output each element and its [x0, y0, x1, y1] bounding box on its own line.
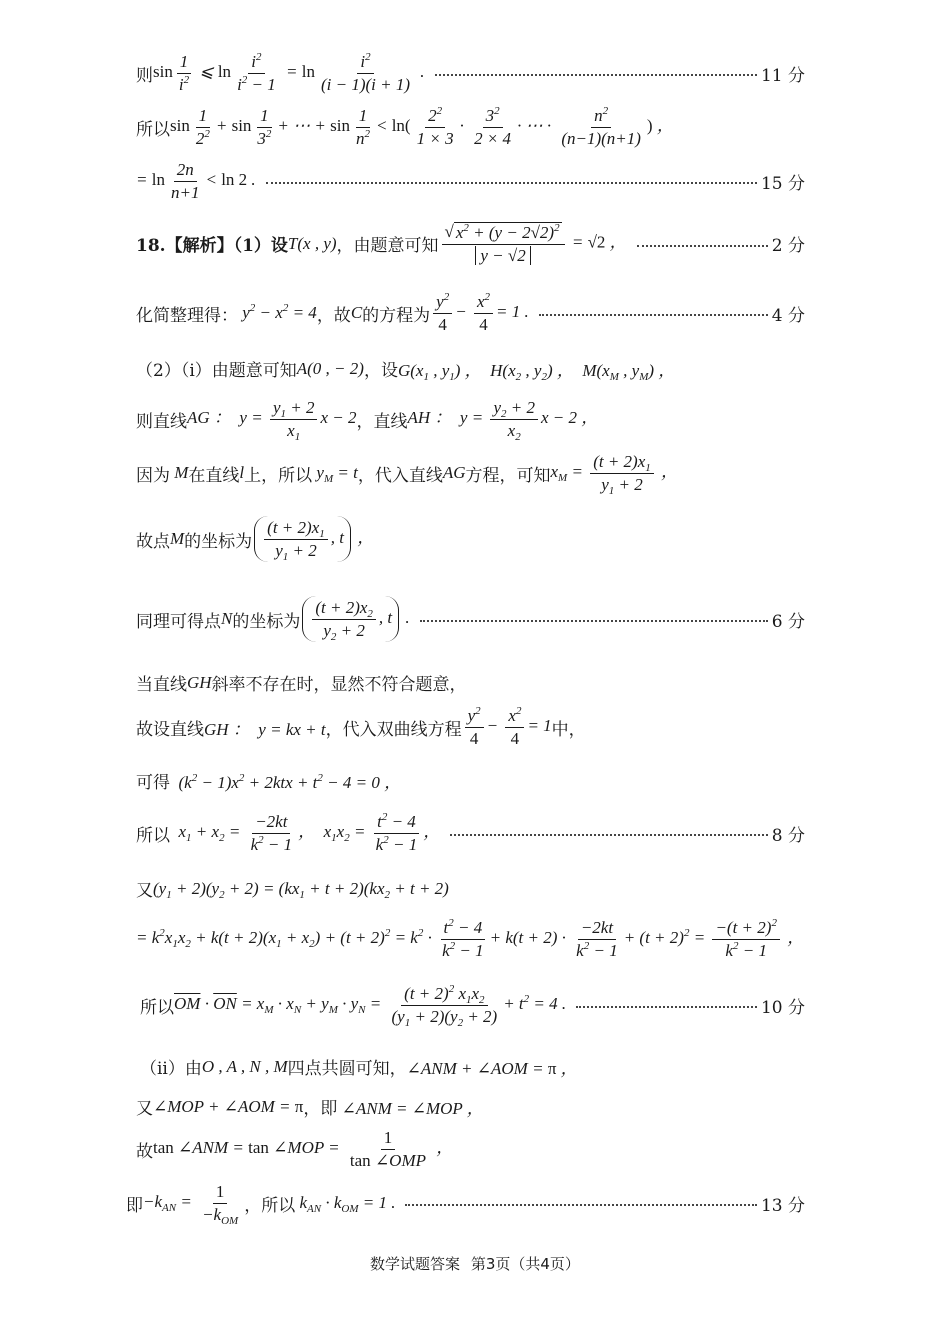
answer-line-20 — [136, 1128, 805, 1170]
line-text: ，代入直线 — [357, 465, 443, 486]
line-text: 则 — [136, 65, 153, 86]
answer-line-11 — [136, 670, 805, 695]
line-text: 故点 — [136, 531, 170, 552]
line-text: 故设直线 — [136, 719, 204, 740]
answer-line-19 — [136, 1094, 805, 1119]
score-label: 6 分 — [771, 611, 805, 632]
formula: $y_M = t$ — [312, 463, 358, 486]
formula: ∠MOP + ∠AOM = π — [153, 1096, 304, 1116]
answer-line-6 — [136, 356, 805, 381]
line-text: ，代入双曲线方程 — [325, 719, 462, 740]
formula: $k_{AN} \cdot k_{OM} = 1$ . — [295, 1193, 396, 1216]
formula: $-k_{AN}$ = $\frac{1}{-k_{OM}}$ — [143, 1182, 239, 1227]
line-text: 当直线 — [136, 675, 187, 695]
answer-line-21 — [126, 1182, 805, 1227]
dot-leader — [539, 314, 768, 316]
line-text: 即 — [126, 1195, 143, 1216]
answer-line-14 — [136, 812, 805, 854]
formula: $(y_1 + 2)(y_2 + 2) = (kx_1 + t + 2)(kx_2 + t + 2)$ — [153, 878, 449, 901]
formula: AG ： y = $\frac{y_1 + 2}{x_1}$ x − 2 — [187, 398, 357, 443]
score-label: 15 分 — [760, 173, 805, 194]
line-text: 因为 — [136, 465, 170, 486]
footer-page-number: 第3页（共4页） — [470, 1255, 580, 1273]
line-text: 所以 — [140, 997, 174, 1018]
line-text: （2）（i）由题意可知 — [136, 361, 297, 381]
formula: GH ： y = kx + t — [204, 719, 326, 739]
answer-line-9 — [136, 516, 805, 562]
line-text: ，即 — [303, 1099, 338, 1119]
line-text: 可得 — [136, 773, 170, 793]
answer-line-5 — [136, 292, 805, 334]
line-text: 四点共圆可知， — [287, 1059, 407, 1079]
line-text: 在直线 — [188, 465, 240, 486]
score-label: 2 分 — [771, 236, 805, 257]
formula: $\frac{(t + 2)x_2}{y_2 + 2}$ , t . — [300, 596, 409, 642]
formula: $\frac{y^2}{4}$ − $\frac{x^2}{4}$ = 1 — [462, 706, 552, 748]
line-text: 的方程为 — [362, 305, 431, 326]
dot-leader — [435, 74, 757, 76]
line-text: 则直线 — [136, 411, 187, 432]
line-text: 的坐标为 — [184, 531, 253, 552]
line-text: 所以 — [136, 825, 170, 846]
formula: O , A , N , M — [201, 1056, 288, 1076]
line-text: 斜率不存在时，显然不符合题意， — [211, 675, 467, 695]
score-label: 4 分 — [771, 305, 805, 326]
line-text: ，由题意可知 — [336, 236, 439, 257]
line-text: ，故 — [316, 305, 351, 326]
formula: $x_M$ = $\frac{(t + 2)x_1}{y_1 + 2}$ ， — [550, 452, 679, 497]
answer-line-3 — [136, 160, 805, 202]
formula: ∠ANM = ∠MOP ， — [337, 1099, 484, 1118]
score-label: 13 分 — [760, 1195, 805, 1216]
dot-leader — [405, 1204, 756, 1206]
problem-heading: 18.【解析】（1）设 — [136, 236, 288, 257]
formula: AH ： y = $\frac{y_2 + 2}{x_2}$ x − 2 ， — [407, 398, 599, 443]
line-text: 中， — [551, 719, 586, 740]
formula: N — [221, 609, 233, 629]
formula: = $k^2x_1x_2 + k(t + 2)(x_1 + x_2) + (t + 2)^2 = k^2$ · $\frac{t^2 - 4}{k^2 - 1}$ + k(t + 2) · $\frac{-2kt}{k^2 - 1}$ + $(t + 2)^2$ = $\frac{-(t + 2)^2}{k^2 - 1}$ ， — [136, 917, 805, 960]
score-label: 8 分 — [771, 825, 805, 846]
dot-leader — [576, 1006, 757, 1008]
formula: GH — [187, 672, 212, 692]
line-text: 上，所以 — [244, 465, 313, 486]
score-label: 10 分 — [760, 997, 805, 1018]
formula: M — [170, 463, 189, 483]
line-text: ，直线 — [356, 411, 408, 432]
formula: T(x , y) — [287, 233, 337, 253]
answer-line-18 — [140, 1054, 805, 1079]
line-text: 方程，可知 — [465, 465, 551, 486]
answer-line-8 — [136, 452, 805, 497]
score-label: 11 分 — [760, 65, 805, 86]
answer-line-16 — [136, 918, 805, 960]
page-footer — [0, 1253, 950, 1274]
formula: sin $\frac{1}{2^2}$ + sin $\frac{1}{3^2}$ + ⋯ + sin $\frac{1}{n^2}$ < ln( $\frac{2^2}{1 \times 3}$ · $\frac{3^2}{2 \times 4}$ · ⋯ · $\frac{n^2}{(n-1)(n+1)}$ ) ， — [170, 105, 674, 148]
answer-line-13 — [136, 768, 805, 793]
formula: $\overline{OM} \cdot \overline{ON} = x_M \cdot x_N + y_M \cdot y_N$ = $\frac{(t + 2)^2 x_1x_2}{(y_1 + 2)(y_2 + 2)}$ + $t^2 = 4$ . — [174, 983, 567, 1029]
formula: A(0 , − 2) — [296, 358, 364, 378]
line-text: 故 — [136, 1141, 153, 1162]
formula: l — [239, 463, 245, 483]
line-text: ，所以 — [244, 1195, 296, 1216]
formula: $(k^2 - 1)x^2 + 2ktx + t^2 - 4 = 0$ ， — [170, 772, 402, 792]
formula: $G(x_1$ , $y_1$) ， $H(x_2$ , $y_2$) ， $M(x_M$ , $y_M$) ， — [397, 361, 676, 383]
dot-leader — [637, 245, 768, 247]
formula: C — [350, 303, 363, 323]
line-text: 化简整理得： — [136, 305, 238, 326]
line-text: 的坐标为 — [232, 611, 301, 632]
answer-line-4 — [136, 222, 805, 265]
footer-title: 数学试题答案 — [370, 1255, 461, 1273]
answer-line-15 — [136, 876, 805, 901]
answer-line-1 — [136, 52, 805, 94]
formula: √ $x^2 + (y - 2√2)^2$ y − √2 = √2 ， — [439, 222, 627, 265]
answer-line-7 — [136, 398, 805, 443]
answer-line-10 — [136, 596, 805, 642]
line-text: （ii）由 — [140, 1059, 202, 1079]
formula: = ln $\frac{2n}{n+1}$ < ln 2 . — [136, 160, 256, 202]
formula: $x_1 + x_2$ = $\frac{-2kt}{k^2 - 1}$ ， $x_1x_2$ = $\frac{t^2 - 4}{k^2 - 1}$ ， — [170, 811, 441, 854]
dot-leader — [420, 620, 768, 622]
formula: AG — [442, 463, 466, 483]
dot-leader — [266, 182, 757, 184]
answer-line-12 — [136, 706, 805, 748]
line-text: 又 — [136, 1099, 153, 1119]
answer-line-17 — [140, 983, 805, 1029]
formula: ∠ANM + ∠AOM = π ， — [406, 1059, 578, 1078]
line-text: 所以 — [136, 119, 170, 140]
answer-line-2 — [136, 106, 805, 148]
line-text: 又 — [136, 881, 153, 901]
line-text: ，设 — [363, 361, 398, 381]
formula: $\frac{(t + 2)x_1}{y_1 + 2}$ , t ， — [252, 516, 374, 562]
formula: tan ∠ANM = tan ∠MOP = $\frac{1}{\text{tan ∠OMP}}$ ， — [153, 1128, 454, 1170]
formula: $y^2 - x^2 = 4$ — [238, 302, 317, 323]
dot-leader — [450, 834, 768, 836]
formula: $\frac{y^2}{4}$ − $\frac{x^2}{4}$ = 1 . — [430, 292, 529, 334]
formula: M — [170, 529, 185, 549]
formula: sin $\frac{1}{i^2}$ ⩽ ln $\frac{i^2}{i^2 - 1}$ = ln $\frac{i^2}{(i - 1)(i + 1)}$ . — [153, 51, 425, 94]
line-text: 同理可得点 — [136, 611, 221, 632]
